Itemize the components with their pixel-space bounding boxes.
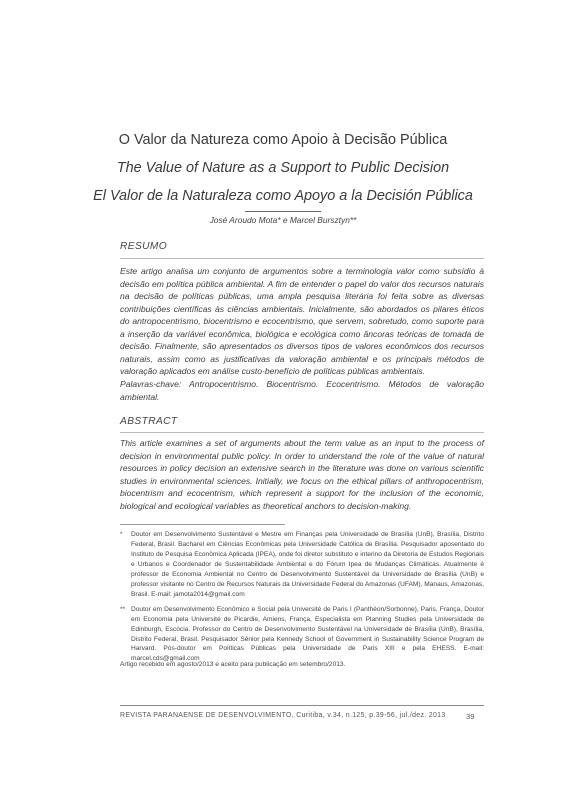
footnote-mark: * [120, 531, 123, 538]
abstract-heading: ABSTRACT [120, 416, 178, 427]
footnote-first-author [120, 530, 484, 600]
footnote-text: Doutor em Desenvolvimento Econômico e Social pela Université de Paris I (Panthéon/Sorbonne), Paris, França, Doutor em Economia pela Université de Picardie, Amiens, França, Especialista em Planning Studies pela Universidade de Edinburgh, Escócia. Professor do Centro de Desenvolvimento Sustentável na Universidade de Brasília (UnB), Brasília, Distrito Federal, Brasil. Pesquisador Sênior pela Kennedy School of Government in Sustainability Science Program de Harvard. Pós-doutor em Políticas Públicas pela Universidade de Paris XIII e pela EHESS. E-mail: marcel.cds@gmail.com [131, 605, 484, 663]
title-english: The Value of Nature as a Support to Public Decision [116, 160, 450, 176]
title-divider [245, 211, 321, 212]
abstract-divider [120, 432, 484, 433]
resumo-keywords: Palavras-chave: Antropocentrismo. Biocentrismo. Ecocentrismo. Métodos de valoração ambiental. [120, 379, 484, 402]
footnotes [120, 530, 484, 664]
title-block [0, 131, 566, 215]
footnote-mark: ** [120, 605, 126, 613]
title-portuguese: O Valor da Natureza como Apoio à Decisão Pública [118, 132, 448, 148]
resumo-body: Este artigo analisa um conjunto de argumentos sobre a terminologia valor como subsídio à decisão em política pública ambiental. A fim de entender o papel do valor dos recursos naturais na decisão de políticas públicas, uma ampla pesquisa literária foi feita sobre as diversas contribuições científicas às ciências ambientais. Inicialmente, são abordados os pilares éticos do antropocentrismo, biocentrismo e ecocentrismo, que servem, sobretudo, como suporte para a inserção da variável econômica, biológica e ecológica como âncoras teóricas de tomada de decisão. Finalmente, são apresentados os diversos tipos de valores econômicos dos recursos naturais, assim como as justificativas da valoração ambiental e os principais métodos de valoração aplicados em análise custo-benefício de políticas públicas ambientais. [120, 266, 484, 376]
resumo-heading: RESUMO [120, 241, 168, 252]
title-spanish: El Valor de la Naturaleza como Apoyo a la Decisión Pública [93, 188, 473, 204]
resumo-divider [120, 258, 484, 259]
footnote-divider [120, 524, 285, 525]
journal-citation: REVISTA PARANAENSE DE DESENVOLVIMENTO, Curitiba, v.34, n.125, p.39-56, jul./dez. 2013 [120, 712, 446, 719]
footer-divider [120, 705, 484, 706]
footnote-text: Doutor em Desenvolvimento Sustentável e Mestre em Finanças pela Universidade de Brasília (UnB), Brasília, Distrito Federal, Brasil. Bacharel em Ciências Econômicas pela Universidade Católica de Brasília. Pesquisador aposentado do Instituto de Pesquisa Econômica Aplicada (IPEA), onde foi diretor substituto e interino da Diretoria de Estudos Regionais e Urbanos e Coordenador de Sustentabilidade Ambiental e do Fórum Ipea de Mudanças Climáticas. Atualmente é professor de Economia Ambiental no Centro de Desenvolvimento Sustentável da Universidade de Brasília (UnB) e professor visitante no Centro de Recursos Naturais da Universidade Federal do Amazonas (UFAM), Manaus, Amazonas, Brasil. E-mail: jamota2014@gmail.com [131, 531, 484, 598]
abstract-body: This article examines a set of arguments about the term value as an input to the process of decision in environmental public policy. In order to understand the role of the value of natural resources in policy decision an extensive search in the literature was done on various scientific studies in environmental sciences. Initially, we focus on the ethical pillars of anthropocentrism, biocentrism and ecocentrism, which represent a support for the inclusion of the economic, biological and ecological variables as theoretical anchors to decision-making. [120, 438, 484, 511]
authors: José Aroudo Mota* e Marcel Bursztyn** [209, 215, 357, 225]
page-number: 39 [466, 712, 475, 721]
received-note: Artigo recebido em agosto/2013 e aceito para publicação em setembro/2013. [120, 661, 346, 668]
footnote-second-author [120, 605, 484, 665]
